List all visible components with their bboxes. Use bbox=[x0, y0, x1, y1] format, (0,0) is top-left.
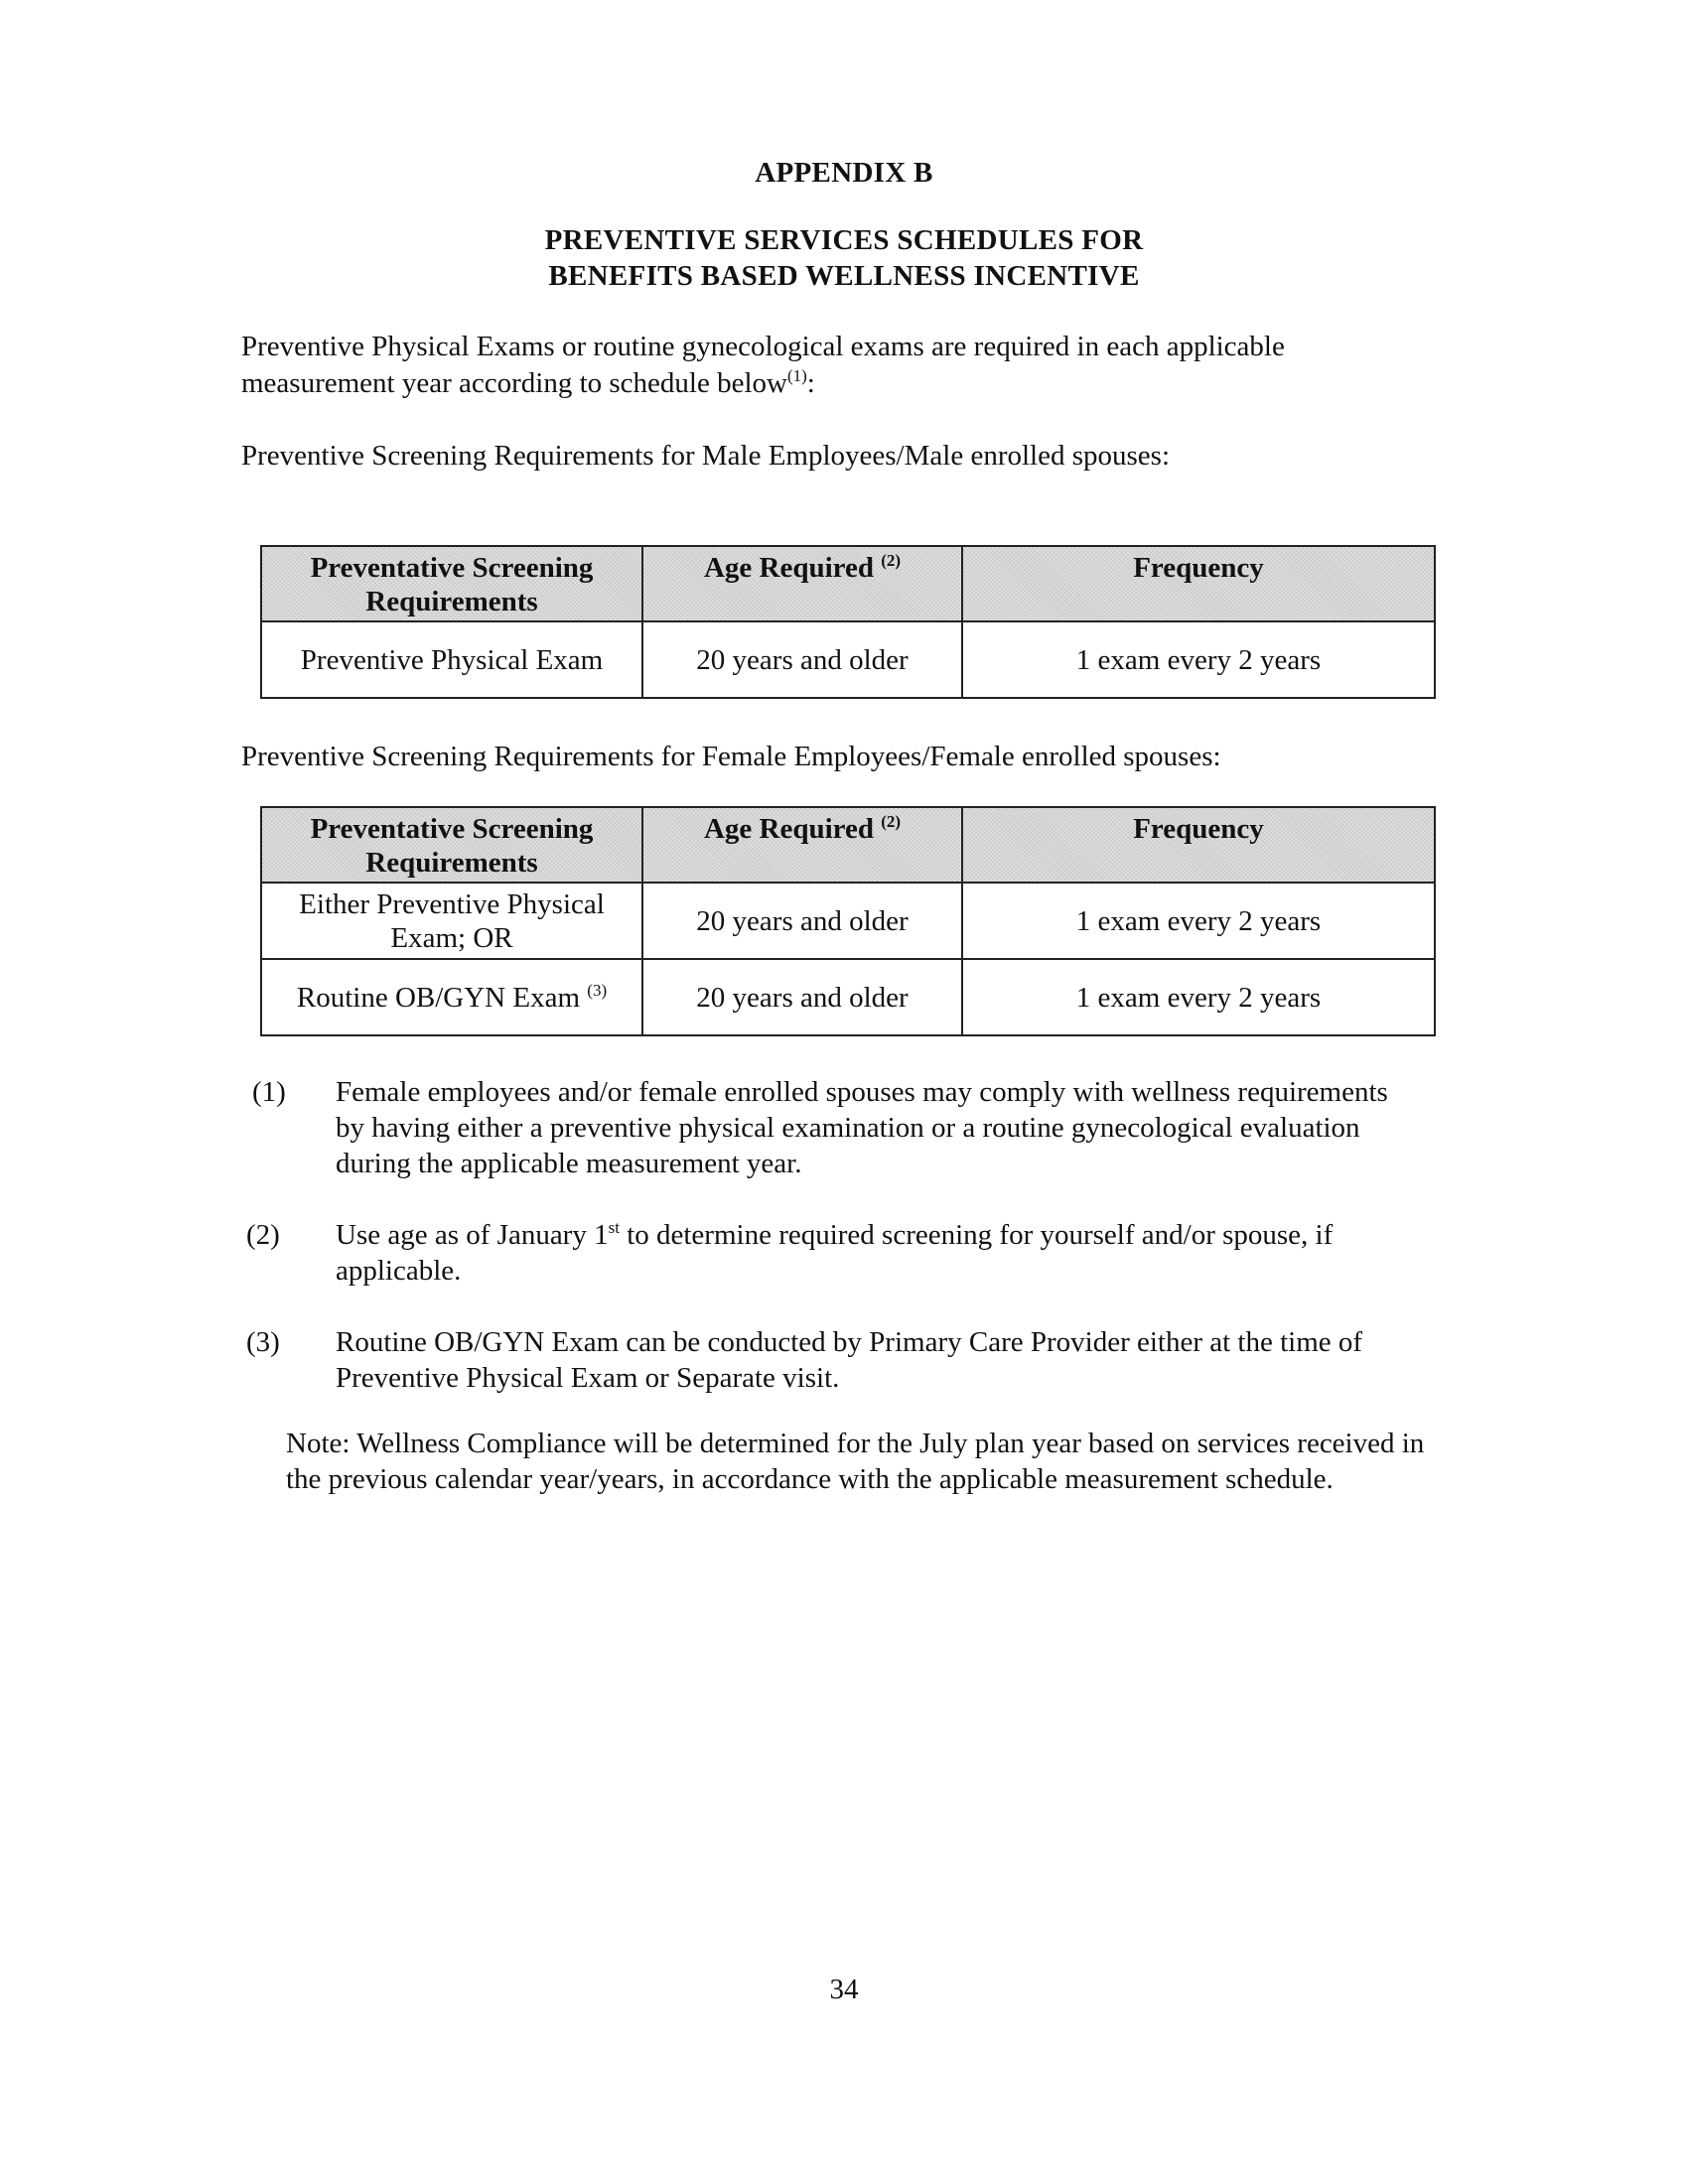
cell-frequency: 1 exam every 2 years bbox=[962, 621, 1435, 698]
table-row bbox=[261, 621, 1435, 698]
cell-requirement-text: Routine OB/GYN Exam bbox=[296, 981, 581, 1014]
header-age-ref: (2) bbox=[881, 551, 902, 570]
intro-footnote-ref: (1) bbox=[786, 366, 807, 385]
header-frequency: Frequency bbox=[962, 546, 1435, 621]
subtitle-line-2: BENEFITS BASED WELLNESS INCENTIVE bbox=[548, 260, 1140, 292]
footnote-3 bbox=[246, 1324, 1458, 1396]
intro-line-2-text: measurement year according to schedule below bbox=[241, 367, 787, 399]
footnote-number: (1) bbox=[252, 1076, 286, 1108]
header-requirement: Preventative Screening Requirements bbox=[261, 546, 642, 621]
cell-requirement bbox=[261, 959, 642, 1035]
table-row bbox=[261, 883, 1435, 959]
male-screening-table bbox=[260, 545, 1436, 699]
header-age-label: Age Required bbox=[703, 813, 874, 845]
footnote-text: Routine OB/GYN Exam can be conducted by Primary Care Provider either at the time of Preventive Physical Exam or Separate visit. bbox=[336, 1326, 1363, 1394]
table-row bbox=[261, 959, 1435, 1035]
footnote-text-start: Use age as of January 1 bbox=[336, 1219, 609, 1251]
footnote-text bbox=[336, 1217, 1458, 1289]
footnote-number: (2) bbox=[246, 1219, 280, 1251]
footnote-2 bbox=[246, 1217, 1458, 1289]
cell-frequency: 1 exam every 2 years bbox=[962, 959, 1435, 1035]
header-age-ref: (2) bbox=[881, 812, 902, 831]
header-frequency: Frequency bbox=[962, 807, 1435, 883]
cell-age: 20 years and older bbox=[642, 621, 962, 698]
header-age bbox=[642, 546, 962, 621]
compliance-note: Note: Wellness Compliance will be determined for the July plan year based on services received in the previous calendar year/years, in accordance with the applicable measurement schedule. bbox=[286, 1428, 1425, 1495]
cell-age: 20 years and older bbox=[642, 883, 962, 959]
table-header-row bbox=[261, 546, 1435, 621]
footnote-text: Female employees and/or female enrolled spouses may comply with wellness requirements by having either a preventive physical examination or a routine gynecological evaluation during the applicable measurement year. bbox=[336, 1076, 1388, 1179]
intro-line-2-suffix: : bbox=[806, 367, 815, 399]
cell-age: 20 years and older bbox=[642, 959, 962, 1035]
footnote-ordinal: st bbox=[608, 1218, 620, 1237]
appendix-title: APPENDIX B bbox=[755, 157, 933, 189]
intro-paragraph bbox=[241, 329, 1463, 402]
header-age-label: Age Required bbox=[703, 552, 874, 584]
footnote-text-end: to determine required screening for yourself and/or spouse, if applicable. bbox=[336, 1219, 1334, 1287]
cell-requirement: Either Preventive Physical Exam; OR bbox=[261, 883, 642, 959]
male-section-label: Preventive Screening Requirements for Male Employees/Male enrolled spouses: bbox=[241, 440, 1170, 472]
footnote-1 bbox=[246, 1074, 1458, 1181]
intro-line-1: Preventive Physical Exams or routine gynecological exams are required in each applicable bbox=[241, 331, 1285, 362]
header-age bbox=[642, 807, 962, 883]
table-header-row bbox=[261, 807, 1435, 883]
page-number: 34 bbox=[829, 1974, 859, 2005]
cell-requirement: Preventive Physical Exam bbox=[261, 621, 642, 698]
female-screening-table bbox=[260, 806, 1436, 1036]
footnote-number: (3) bbox=[246, 1326, 280, 1358]
cell-frequency: 1 exam every 2 years bbox=[962, 883, 1435, 959]
subtitle-line-1: PREVENTIVE SERVICES SCHEDULES FOR bbox=[544, 224, 1144, 256]
cell-requirement-ref: (3) bbox=[587, 980, 608, 1000]
header-requirement: Preventative Screening Requirements bbox=[261, 807, 642, 883]
female-section-label: Preventive Screening Requirements for Female Employees/Female enrolled spouses: bbox=[241, 741, 1221, 772]
intro-line-2 bbox=[241, 365, 1463, 402]
